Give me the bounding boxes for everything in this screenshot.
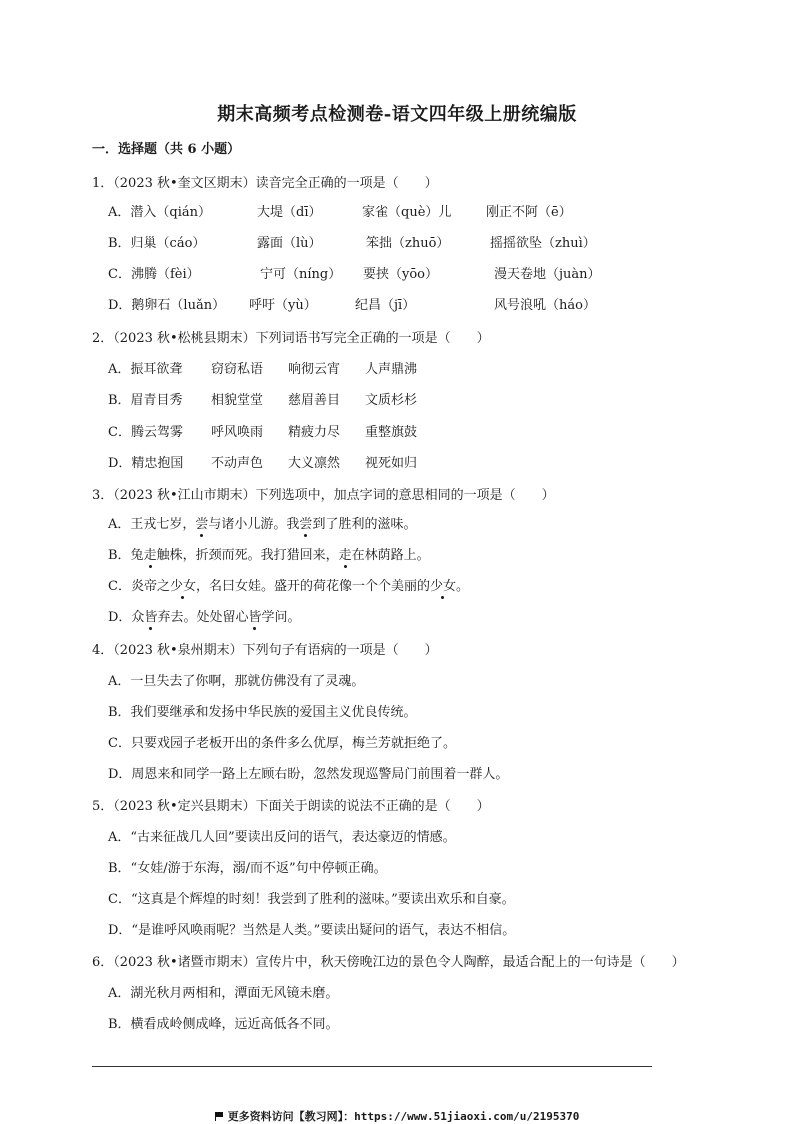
page-title: 期末高频考点检测卷-语文四年级上册统编版 — [217, 104, 577, 125]
q3-option-b: B．兔走触株，折颈而死。我打猎回来，走在林荫路上。 — [108, 548, 430, 563]
footer — [0, 1108, 794, 1124]
q1-option-b-4: 摇摇欲坠（zhuì） — [490, 236, 596, 251]
q5-option-c: C．“这真是个辉煌的时刻！我尝到了胜利的滋味。”要读出欢乐和自豪。 — [108, 892, 515, 907]
q2-option-b-3: 慈眉善目 — [288, 393, 341, 408]
q2-option-c-2: 呼风唤雨 — [211, 425, 264, 440]
q4-option-c: C．只要戏园子老板开出的条件多么优厚，梅兰芳就拒绝了。 — [108, 736, 456, 751]
q1-option-b-1: B．归巢（cáo） — [108, 236, 206, 251]
q1-option-c-2: 宁可（níng） — [260, 267, 342, 282]
q2-option-b-4: 文质杉杉 — [365, 393, 418, 408]
q1-option-a-3: 家雀（què）儿 — [362, 205, 452, 220]
q1-option-a-2: 大堤（dī） — [257, 205, 322, 220]
footer-divider — [92, 1066, 652, 1067]
dotted-word: 走 — [143, 548, 157, 563]
section-heading: 一．选择题（共 6 小题） — [92, 142, 241, 157]
q1-option-b-3: 笨拙（zhuō） — [366, 236, 450, 251]
q2-option-a-3: 响彻云宵 — [288, 362, 341, 377]
dotted-word: 尝 — [195, 517, 209, 532]
q1-option-c-1: C．沸腾（fèi） — [108, 267, 200, 282]
q2-option-d-3: 大义凛然 — [288, 456, 341, 471]
q1-option-c-4: 漫天卷地（juàn） — [494, 267, 601, 282]
flag-icon — [215, 1112, 224, 1121]
q4-option-d: D．周恩来和同学一路上左顾右盼，忽然发现巡警局门前围着一群人。 — [108, 767, 509, 782]
footer-link[interactable]: 更多资料访问【教习网】：https://www.51jiaoxi.com/u/2195370 — [227, 1110, 580, 1123]
q2-option-a-4: 人声鼎沸 — [365, 362, 418, 377]
q1-option-a-4: 刚正不阿（ē） — [486, 205, 572, 220]
question-2-stem: 2．（2023 秋•松桃县期末）下列词语书写完全正确的一项是（ ） — [92, 331, 490, 346]
question-4-stem: 4．（2023 秋•泉州期末）下列句子有语病的一项是（ ） — [92, 643, 438, 658]
q6-option-a: A．湖光秋月两相和，潭面无风镜未磨。 — [108, 986, 339, 1001]
q2-option-b-1: B．眉青目秀 — [108, 393, 183, 408]
q1-option-c-3: 要挟（yōo） — [363, 267, 438, 282]
q1-option-d-2: 呼吁（yù） — [249, 298, 317, 313]
q4-option-a: A．一旦失去了你啊，那就仿佛没有了灵魂。 — [108, 674, 365, 689]
q3-option-a: A．王戎七岁，尝与诸小儿游。我尝到了胜利的滋味。 — [108, 517, 417, 532]
q5-option-d: D．“是谁呼风唤雨呢？当然是人类。”要读出疑问的语气，表达不相信。 — [108, 923, 516, 938]
dotted-word: 走 — [338, 548, 352, 563]
q1-option-d-3: 纪昌（jī） — [355, 298, 416, 313]
q1-option-a-1: A．潜入（qián） — [108, 205, 211, 220]
q1-option-d-1: D．鹅卵石（luǎn） — [108, 298, 226, 313]
q5-option-a: A．“古来征战几人回”要读出反问的语气，表达豪迈的情感。 — [108, 830, 456, 845]
question-5-stem: 5．（2023 秋•定兴县期末）下面关于朗读的说法不正确的是（ ） — [92, 799, 490, 814]
q2-option-d-1: D．精忠抱国 — [108, 456, 184, 471]
q1-option-d-4: 风号浪吼（háo） — [494, 298, 596, 313]
question-1-stem: 1．（2023 秋•奎文区期末）读音完全正确的一项是（ ） — [92, 176, 438, 191]
q4-option-b: B．我们要继承和发扬中华民族的爱国主义优良传统。 — [108, 705, 417, 720]
q2-option-c-4: 重整旗鼓 — [365, 425, 418, 440]
q2-option-a-2: 窃窃私语 — [211, 362, 264, 377]
q3-option-d: D．众皆弃去。处处留心皆学问。 — [108, 610, 301, 625]
dotted-word: 皆 — [144, 610, 158, 625]
dotted-word: 少女 — [169, 579, 196, 594]
q2-option-a-1: A．振耳欲聋 — [108, 362, 183, 377]
question-6-stem: 6．（2023 秋•诸暨市期末）宣传片中，秋天傍晚江边的景色令人陶醉，最适合配上的一句诗是（ ） — [92, 955, 685, 970]
q5-option-b: B．“女娃/游于东海，溺/而不返”句中停顿正确。 — [108, 861, 387, 876]
q2-option-d-2: 不动声色 — [211, 456, 264, 471]
q1-option-b-2: 露面（lù） — [257, 236, 322, 251]
dotted-word: 少女 — [429, 579, 456, 594]
q2-option-d-4: 视死如归 — [365, 456, 418, 471]
q2-option-c-3: 精疲力尽 — [288, 425, 341, 440]
q2-option-c-1: C．腾云驾雾 — [108, 425, 183, 440]
q6-option-b: B．横看成岭侧成峰，远近高低各不同。 — [108, 1017, 339, 1032]
dotted-word: 尝 — [299, 517, 313, 532]
question-3-stem: 3．（2023 秋•江山市期末）下列选项中，加点字词的意思相同的一项是（ ） — [92, 488, 555, 503]
dotted-word: 皆 — [248, 610, 262, 625]
q3-option-c: C．炎帝之少女，名曰女娃。盛开的荷花像一个个美丽的少女。 — [108, 579, 470, 594]
q2-option-b-2: 相貌堂堂 — [211, 393, 264, 408]
